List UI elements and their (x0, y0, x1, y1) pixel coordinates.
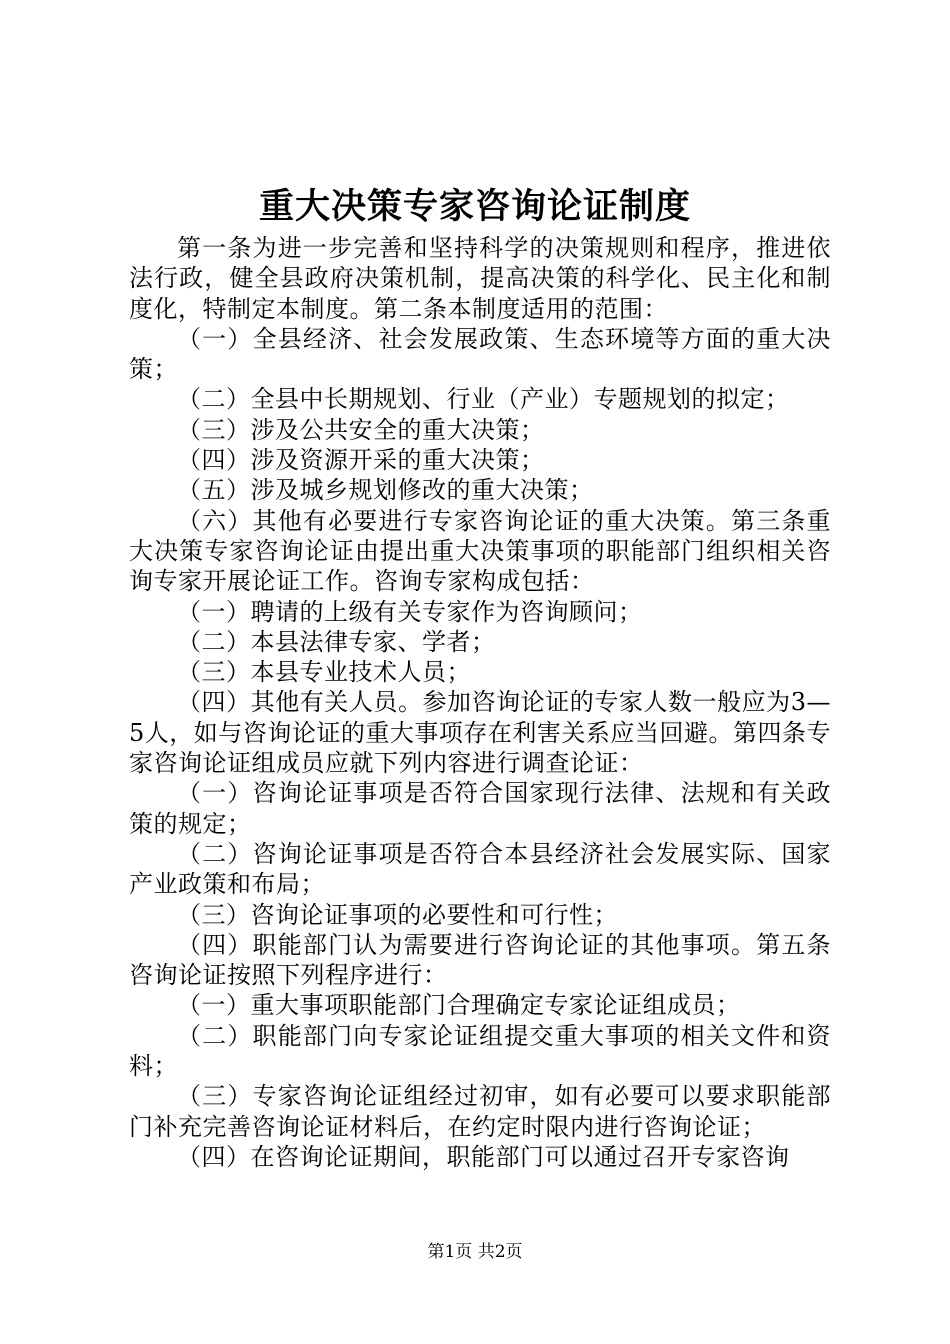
paragraph: （一）全县经济、社会发展政策、生态环境等方面的重大决策； (129, 324, 831, 384)
paragraph: （五）涉及城乡规划修改的重大决策； (177, 476, 594, 505)
paragraph: （四）在咨询论证期间，职能部门可以通过召开专家咨询 (177, 1142, 790, 1171)
paragraph: （四）涉及资源开采的重大决策； (177, 446, 545, 475)
paragraph: （三）涉及公共安全的重大决策； (177, 415, 545, 444)
paragraph: （四）其他有关人员。参加咨询论证的专家人数一般应为3—5人，如与咨询论证的重大事项存在利害关系应当回避。第四条专家咨询论证组成员应就下列内容进行调查论证： (129, 688, 831, 778)
paragraph: （三）本县专业技术人员； (177, 658, 471, 687)
paragraph: （一）聘请的上级有关专家作为咨询顾问； (177, 597, 643, 626)
paragraph: （二）咨询论证事项是否符合本县经济社会发展实际、国家产业政策和布局； (129, 839, 831, 899)
paragraph: （一）重大事项职能部门合理确定专家论证组成员； (177, 991, 741, 1020)
paragraph: （二）全县中长期规划、行业（产业）专题规划的拟定； (177, 385, 790, 414)
paragraph: （六）其他有必要进行专家咨询论证的重大决策。第三条重大决策专家咨询论证由提出重大决策事项的职能部门组织相关咨询专家开展论证工作。咨询专家构成包括： (129, 506, 831, 596)
paragraph: （四）职能部门认为需要进行咨询论证的其他事项。第五条咨询论证按照下列程序进行： (129, 930, 831, 990)
paragraph: （一）咨询论证事项是否符合国家现行法律、法规和有关政策的规定； (129, 779, 831, 838)
paragraph: （二）职能部门向专家论证组提交重大事项的相关文件和资料； (129, 1021, 831, 1081)
paragraph: （三）咨询论证事项的必要性和可行性； (177, 900, 618, 929)
paragraph: （二）本县法律专家、学者； (177, 627, 496, 656)
document-title: 重大决策专家咨询论证制度 (258, 186, 691, 227)
page-number-footer: 第1页 共2页 (427, 1242, 523, 1262)
document-body (129, 233, 831, 1172)
paragraph: （三）专家咨询论证组经过初审，如有必要可以要求职能部门补充完善咨询论证材料后，在约定时限内进行咨询论证； (129, 1082, 831, 1141)
paragraph: 第一条为进一步完善和坚持科学的决策规则和程序，推进依法行政，健全县政府决策机制，提高决策的科学化、民主化和制度化，特制定本制度。第二条本制度适用的范围： (129, 234, 831, 323)
